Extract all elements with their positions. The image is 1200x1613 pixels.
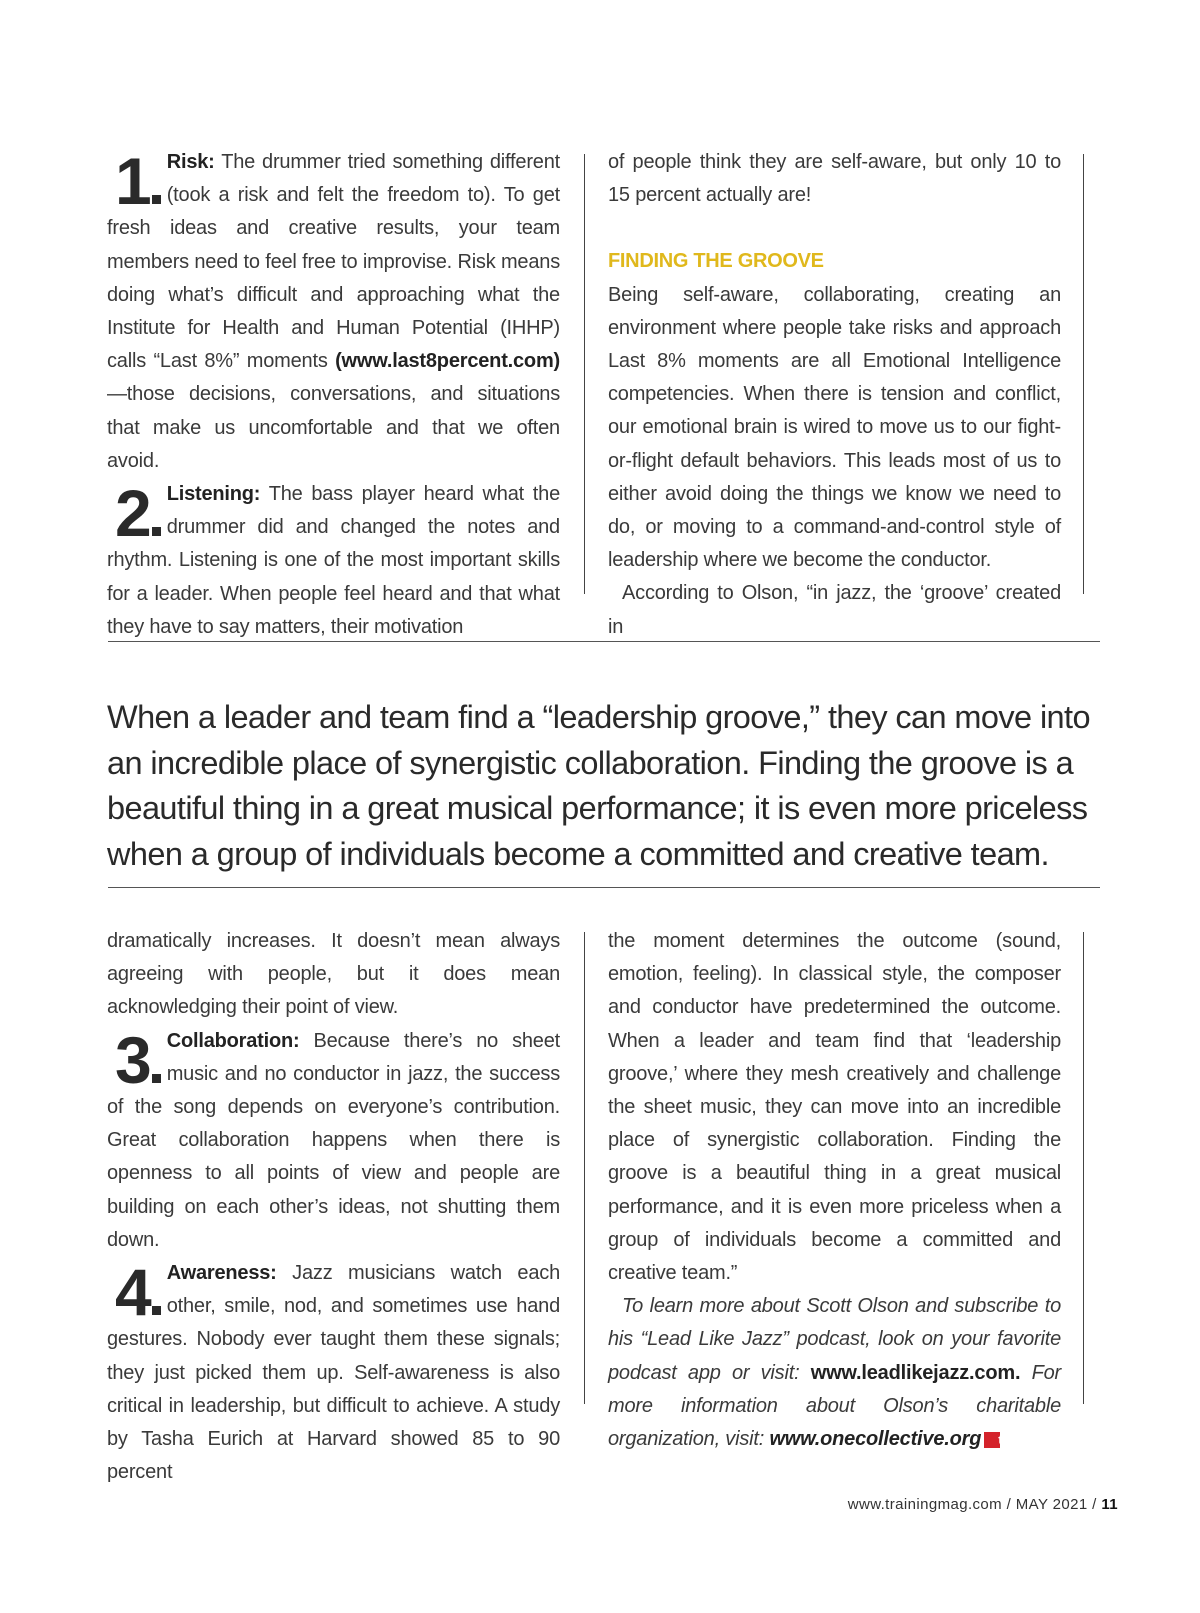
paragraph: dramatically increases. It doesn’t mean always agreeing with people, but it does mean acknowledging their point of view. <box>107 930 560 1019</box>
footer-site: www.trainingmag.com / MAY 2021 / <box>847 1496 1102 1513</box>
paragraph: the moment determines the outcome (sound, emotion, feeling). In classical style, the composer and conductor have predetermined the outcome. When a leader and team find that ‘leadership groove,’ where they mesh creatively and challenge the sheet music, they can move into an incredible place of synergistic collaboration. Finding the groove is a beautiful thing in a great musical performance, and it is even more priceless when a group of individuals become a committed and creative team.” <box>608 930 1061 1285</box>
last8percent-link[interactable]: (www.last8percent.com) <box>335 350 560 373</box>
pull-quote-rule-bottom <box>108 887 1100 888</box>
item-lead: Awareness: <box>166 1262 277 1285</box>
paragraph: Being self-aware, collaborating, creating an environment where people take risks and approach Last 8% moments are all Emotional Intelligence competencies. When there is tension and conflict, our emotional brain is wired to move us to our fight-or-flight default behaviors. This leads most of us to either avoid doing the things we know we need to do, or moving to a command-and-control style of leadership where we become the conductor. <box>608 283 1061 572</box>
end-mark-icon: t <box>984 1432 1000 1448</box>
item-number: 1 <box>115 152 161 212</box>
paragraph: of people think they are self-aware, but only 10 to 15 percent actually are! <box>608 151 1061 207</box>
item-number: 3 <box>115 1031 161 1091</box>
list-item-awareness <box>107 1257 560 1489</box>
list-item-collaboration <box>107 1022 560 1257</box>
item-text: Jazz musicians watch each other, smile, nod, and sometimes use hand gestures. Nobody ever taught them these signals; they just picked them up. Self-awareness is also critical in leadership, but difficult to achieve. A study by Tasha Eurich at Harvard showed 85 to 90 percent <box>107 1262 560 1484</box>
pull-quote-rule-top <box>108 641 1100 642</box>
list-item-listening <box>107 478 560 644</box>
pull-quote: When a leader and team find a “leadership groove,” they can move into an incredible place of synergistic collaboration. Finding the groove is a beautiful thing in a great musical performance; it is even more priceless when a group of individuals become a committed and creative team. <box>107 699 1090 872</box>
note-text: To learn more about Scott Olson and subscribe to his “Lead Like Jazz” podcast, look on your favorite podcast app or visit: <box>608 1295 1061 1384</box>
page-edge-rule <box>1083 154 1084 594</box>
column-top-right <box>608 146 1061 644</box>
item-number: 2 <box>115 484 161 544</box>
page-edge-rule <box>1083 932 1084 1404</box>
page-number: 11 <box>1101 1496 1118 1513</box>
column-divider <box>584 932 585 1404</box>
page-footer <box>848 1496 1118 1513</box>
leadlikejazz-link[interactable]: www.leadlikejazz.com. <box>810 1361 1021 1384</box>
item-number: 4 <box>115 1263 161 1323</box>
closing-note <box>608 1290 1061 1456</box>
list-item-risk <box>107 146 560 478</box>
item-text: Because there’s no sheet music and no conductor in jazz, the success of the song depends on everyone’s contribution. Great collaboration happens when there is openness to all points of view and people are building on each other’s ideas, not shutting them down. <box>107 1029 560 1251</box>
column-top-left <box>107 146 560 644</box>
section-heading: FINDING THE GROOVE <box>608 250 824 273</box>
item-text: —those decisions, conversations, and situations that make us uncomfortable and that we often avoid. <box>107 383 560 472</box>
item-lead: Collaboration: <box>166 1029 300 1052</box>
column-divider <box>584 154 585 594</box>
note-text: For more information about Olson’s charitable organization, visit: <box>608 1361 1061 1451</box>
column-bottom-left <box>107 925 560 1489</box>
item-text: The bass player heard what the drummer did and changed the notes and rhythm. Listening is one of the most important skills for a leader. When people feel heard and that what they have to say matters, their motivation <box>107 483 560 638</box>
item-text: The drummer tried something different (took a risk and felt the freedom to). To get fresh ideas and creative results, your team members need to feel free to improvise. Risk means doing what’s difficult and approaching what the Institute for Health and Human Potential (IHHP) calls “Last 8%” moments <box>107 151 560 373</box>
item-lead: Listening: <box>166 483 261 506</box>
item-lead: Risk: <box>166 151 215 173</box>
onecollective-link[interactable]: www.onecollective.org <box>769 1428 982 1451</box>
paragraph: According to Olson, “in jazz, the ‘groove’ created in <box>608 582 1061 638</box>
column-bottom-right <box>608 925 1061 1456</box>
